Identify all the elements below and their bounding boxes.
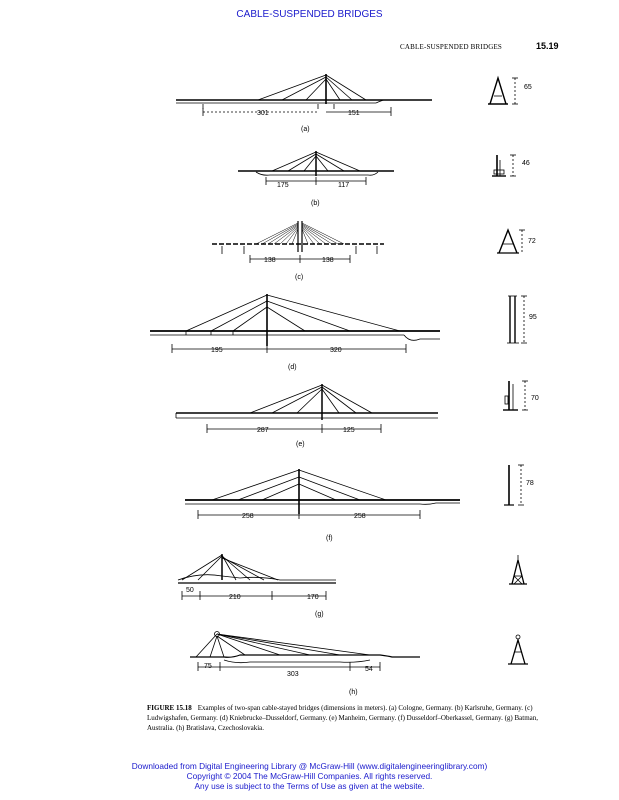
bridge-b-span-1: 175 (277, 182, 289, 189)
bridge-a-tower-height: 65 (524, 84, 532, 91)
bridge-f-span-2: 258 (354, 513, 366, 520)
bridge-b-label: (b) (311, 200, 320, 207)
bridge-b-span-2: 117 (338, 182, 350, 189)
bridge-f (185, 465, 534, 542)
bridge-a-elevation (176, 74, 432, 116)
bridge-a-tower-section (488, 78, 518, 104)
bridge-e (176, 381, 539, 448)
bridge-c-tower-section (497, 230, 525, 253)
footer-terms: Any use is subject to the Terms of Use as given at the website. (194, 781, 425, 791)
bridge-f-label: (f) (326, 535, 333, 542)
figure-caption-text: Examples of two-span cable-stayed bridges (dimensions in meters). (a) Cologne, Germany. (b) Karlsruhe, Germany. (c) Ludwigshafen, Germany. (d) Kniebrucke–Dusseldorf, Germany. (e) Manheim, Germany. (f) Dusseldorf–Oberkassel, Germany. (g) Batman, Australia. (h) Bratislava, Czechoslovakia. (147, 704, 539, 732)
bridge-b-tower-section (492, 155, 516, 176)
document-banner: CABLE-SUSPENDED BRIDGES (236, 9, 383, 20)
bridge-d (150, 294, 537, 371)
bridge-e-elevation (176, 384, 438, 433)
bridge-a-span-1: 301 (257, 110, 269, 117)
bridge-a-label: (a) (301, 126, 310, 133)
bridge-g (178, 554, 527, 618)
bridge-f-elevation (185, 469, 460, 519)
bridge-d-label: (d) (288, 364, 297, 371)
bridge-h-label: (h) (349, 689, 358, 696)
bridge-h-span-1: 75 (204, 663, 212, 670)
bridge-d-tower-section (507, 296, 527, 343)
bridge-b-tower-height: 46 (522, 160, 530, 167)
bridge-a-span-2: 151 (348, 110, 360, 117)
bridge-d-span-2: 320 (330, 347, 342, 354)
bridge-b (238, 151, 530, 207)
bridge-f-tower-section (504, 465, 524, 505)
bridge-e-span-1: 287 (257, 427, 269, 434)
bridge-c-tower-height: 72 (528, 238, 536, 245)
bridge-g-tower-section (509, 555, 527, 584)
bridge-e-tower-section (503, 381, 528, 410)
bridge-e-tower-height: 70 (531, 395, 539, 402)
footer-copyright: Copyright © 2004 The McGraw-Hill Companies. All rights reserved. (186, 771, 433, 781)
bridge-c-label: (c) (295, 274, 304, 281)
bridge-d-tower-height: 95 (529, 314, 537, 321)
bridge-h (190, 632, 528, 697)
bridge-c-span-2: 138 (322, 257, 334, 264)
running-head: CABLE-SUSPENDED BRIDGES (400, 43, 503, 51)
bridge-c (212, 221, 536, 281)
bridge-h-tower-section (508, 635, 528, 664)
bridge-g-span-3: 170 (307, 594, 319, 601)
bridge-h-span-3: 54 (365, 666, 373, 673)
bridge-f-tower-height: 78 (526, 480, 534, 487)
bridge-g-span-2: 210 (229, 594, 241, 601)
bridge-f-span-1: 258 (242, 513, 254, 520)
bridge-g-span-1: 50 (186, 587, 194, 594)
footer (0, 761, 619, 791)
bridge-c-elevation (212, 221, 384, 263)
footer-download-link[interactable]: Downloaded from Digital Engineering Library @ McGraw-Hill (www.digitalengineeringlibrary.com) (131, 761, 488, 771)
bridge-g-label: (g) (315, 611, 324, 618)
bridge-h-elevation (190, 632, 420, 672)
bridge-e-label: (e) (296, 441, 305, 448)
page-number: 15.19 (536, 41, 559, 51)
figure-label: FIGURE 15.18 (147, 704, 192, 712)
bridge-e-span-2: 125 (343, 427, 355, 434)
bridge-a (176, 74, 532, 133)
bridge-d-elevation (150, 294, 440, 353)
bridge-h-span-2: 303 (287, 671, 299, 678)
bridge-c-span-1: 138 (264, 257, 276, 264)
figure-caption (147, 703, 561, 733)
bridge-b-elevation (238, 151, 394, 185)
bridge-d-span-1: 195 (211, 347, 223, 354)
